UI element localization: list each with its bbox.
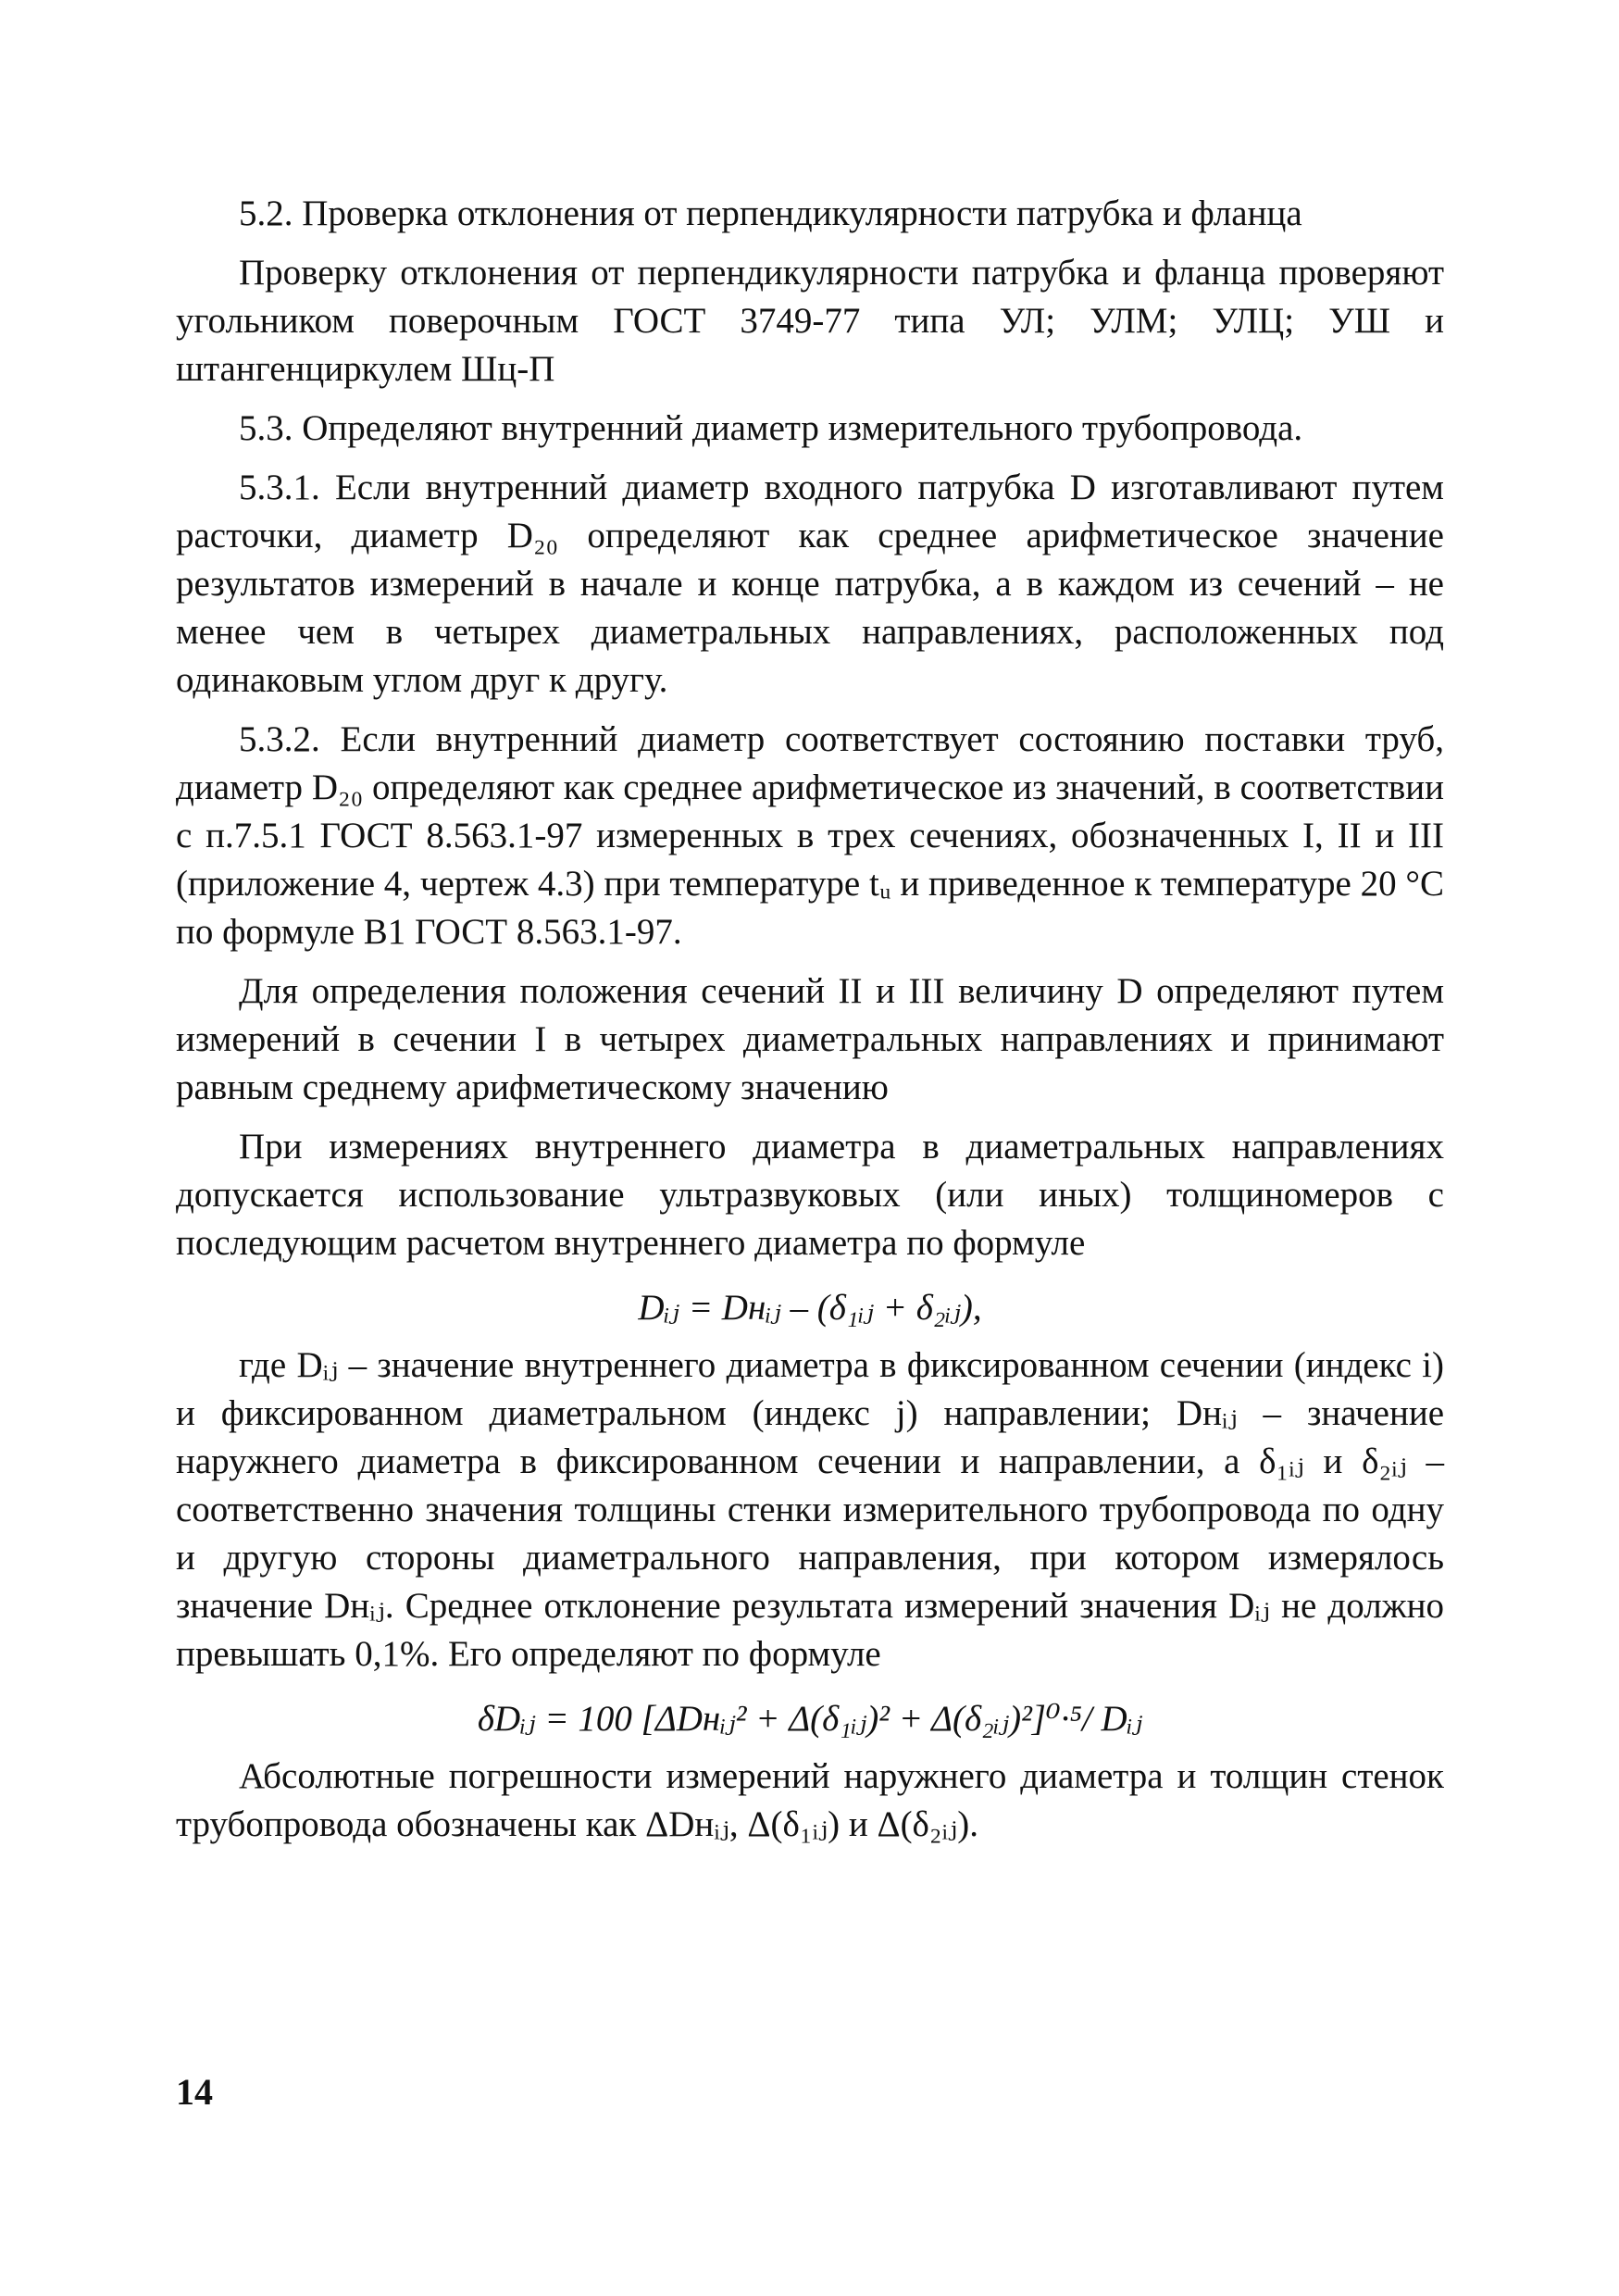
paragraph-5-3-2: 5.3.2. Если внутренний диаметр соответствует состоянию поставки труб, диаметр D₂₀ определяют как среднее арифметическое из значений, в соответствии с п.7.5.1 ГОСТ 8.563.1-97 измеренных в трех сечениях, обозначенных I, II и III (приложение 4, чертеж 4.3) при температуре tᵤ и приведенное к температуре 20 °С по формуле В1 ГОСТ 8.563.1-97. <box>176 719 1444 952</box>
paragraph-sections-position: Для определения положения сечений II и III величину D определяют путем измерений в сечении I в четырех диаметральных направлениях и принимают равным среднему арифметическому значению <box>176 971 1444 1107</box>
section-heading-5-2: 5.2. Проверка отклонения от перпендикулярности патрубка и фланца <box>239 193 1302 233</box>
section-heading-5-3: 5.3. Определяют внутренний диаметр измерительного трубопровода. <box>239 408 1303 448</box>
formula-mean-deviation: δDᵢⱼ = 100 [ΔDнᵢⱼ² + Δ(δ₁ᵢⱼ)² + Δ(δ₂ᵢⱼ)²]⁰·⁵/ Dᵢⱼ <box>477 1699 1143 1739</box>
paragraph-5-3-1: 5.3.1. Если внутренний диаметр входного патрубка D изготавливают путем расточки, диаметр D₂₀ определяют как среднее арифметическое значение результатов измерений в начале и конце патрубка, а в каждом из сечений – не менее чем в четырех диаметральных направлениях, расположенных под одинаковым углом друг к другу. <box>176 468 1444 700</box>
page-body <box>176 190 1444 1860</box>
paragraph-ultrasonic-measurement: При измерениях внутреннего диаметра в диаметральных направлениях допускается использование ультразвуковых (или иных) толщиномеров с последующим расчетом внутреннего диаметра по формуле <box>176 1127 1444 1263</box>
page-number: 14 <box>176 2071 213 2113</box>
paragraph-formula-explanation: где Dᵢⱼ – значение внутреннего диаметра в фиксированном сечении (индекс i) и фиксированном диаметральном (индекс j) направлении; Dнᵢⱼ – значение наружнего диаметра в фиксированном сечении и направлении, а δ₁ᵢⱼ и δ₂ᵢⱼ – соответственно значения толщины стенки измерительного трубопровода по одну и другую стороны диаметрального направления, при котором измерялось значение Dнᵢⱼ. Среднее отклонение результата измерений значения Dᵢⱼ не должно превышать 0,1%. Его определяют по формуле <box>176 1345 1444 1674</box>
paragraph-5-2-body: Проверку отклонения от перпендикулярности патрубка и фланца проверяют угольником поверочным ГОСТ 3749-77 типа УЛ; УЛМ; УЛЦ; УШ и штангенциркулем Шц-П <box>176 253 1444 389</box>
formula-inner-diameter: Dᵢⱼ = Dнᵢⱼ – (δ₁ᵢⱼ + δ₂ᵢⱼ), <box>638 1288 982 1328</box>
paragraph-absolute-errors: Абсолютные погрешности измерений наружнего диаметра и толщин стенок трубопровода обозначены как ΔDнᵢⱼ, Δ(δ₁ᵢⱼ) и Δ(δ₂ᵢⱼ). <box>176 1756 1444 1844</box>
